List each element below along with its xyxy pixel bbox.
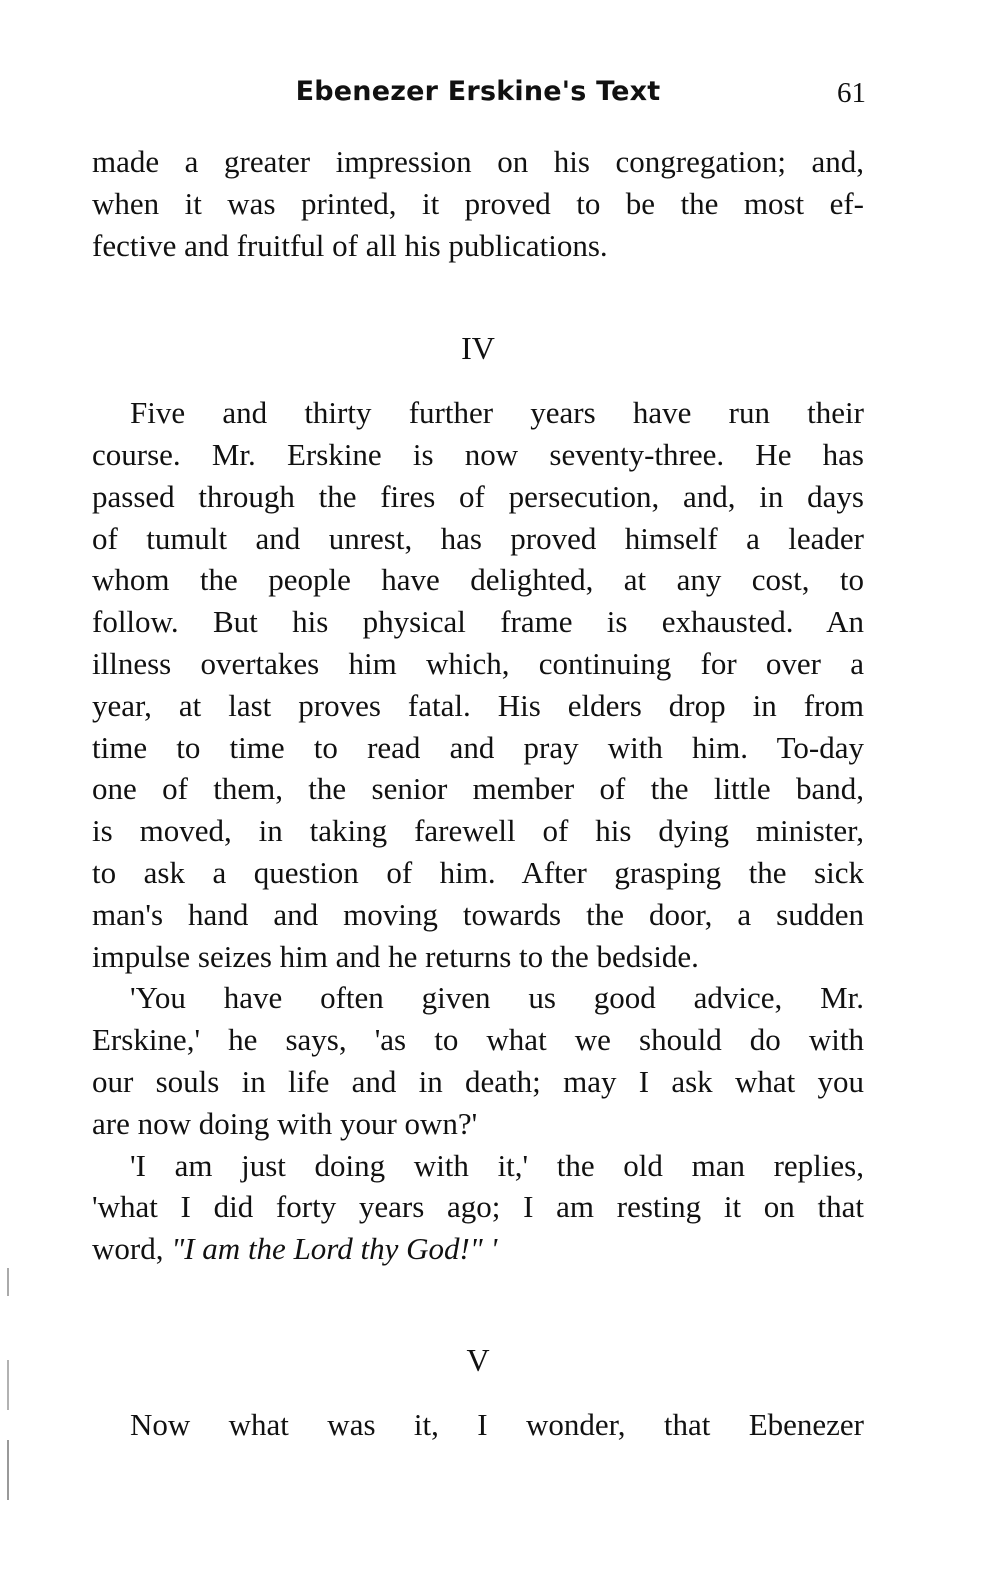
text-line <box>92 1228 864 1270</box>
text-line: time to time to read and pray with him. To-day <box>92 729 864 765</box>
text-line: Five and thirty further years have run their <box>130 395 864 431</box>
running-title: Ebenezer Erskine's Text <box>295 76 661 107</box>
text-line: made a greater impression on his congregation; and, <box>92 144 864 179</box>
page-number: 61 <box>837 77 866 109</box>
paragraph <box>92 977 864 1144</box>
text-line: 'what I did forty years ago; I am resting it on that <box>92 1189 864 1225</box>
text-line: whom the people have delighted, at any cost, to <box>92 562 864 598</box>
scan-edge-mark <box>7 1360 9 1410</box>
italic-quote: "I am the Lord thy God!" ' <box>171 1231 498 1267</box>
text-line: when it was printed, it proved to be the most ef- <box>92 185 864 221</box>
scan-edge-mark <box>7 1440 9 1500</box>
text-line: course. Mr. Erskine is now seventy-three. He has <box>92 436 864 472</box>
text-line: follow. But his physical frame is exhausted. An <box>92 604 864 640</box>
paragraph <box>92 141 864 266</box>
paragraph <box>92 1145 864 1270</box>
text-line: impulse seizes him and he returns to the bedside. <box>92 938 699 974</box>
text-line: one of them, the senior member of the little band, <box>92 771 864 807</box>
text-line: our souls in life and in death; may I ask what you <box>92 1063 864 1099</box>
text-line: of tumult and unrest, has proved himself a leader <box>92 520 864 556</box>
running-head <box>92 76 864 116</box>
section-heading-iv: IV <box>461 330 495 367</box>
text-line: passed through the fires of persecution, and, in days <box>92 478 864 514</box>
text-line: fective and fruitful of all his publications. <box>92 227 608 263</box>
text-line: to ask a question of him. After grasping the sick <box>92 854 864 890</box>
paragraph <box>92 1404 864 1446</box>
text-line: year, at last proves fatal. His elders drop in from <box>92 687 864 723</box>
section-heading-v: V <box>466 1341 490 1378</box>
paragraph <box>92 392 864 977</box>
text-line: Erskine,' he says, 'as to what we should do with <box>92 1022 864 1058</box>
text-line: are now doing with your own?' <box>92 1105 478 1141</box>
text-line: illness overtakes him which, continuing for over a <box>92 645 864 681</box>
scan-edge-mark <box>7 1268 9 1296</box>
text-line: Now what was it, I wonder, that Ebenezer <box>130 1406 864 1442</box>
text-line: 'I am just doing with it,' the old man replies, <box>130 1147 864 1183</box>
text-line: 'You have often given us good advice, Mr. <box>130 980 864 1016</box>
body-text <box>92 141 864 1446</box>
text-line: man's hand and moving towards the door, a sudden <box>92 896 864 932</box>
text-line: is moved, in taking farewell of his dying minister, <box>92 813 864 849</box>
text-fragment: word, <box>92 1231 172 1267</box>
